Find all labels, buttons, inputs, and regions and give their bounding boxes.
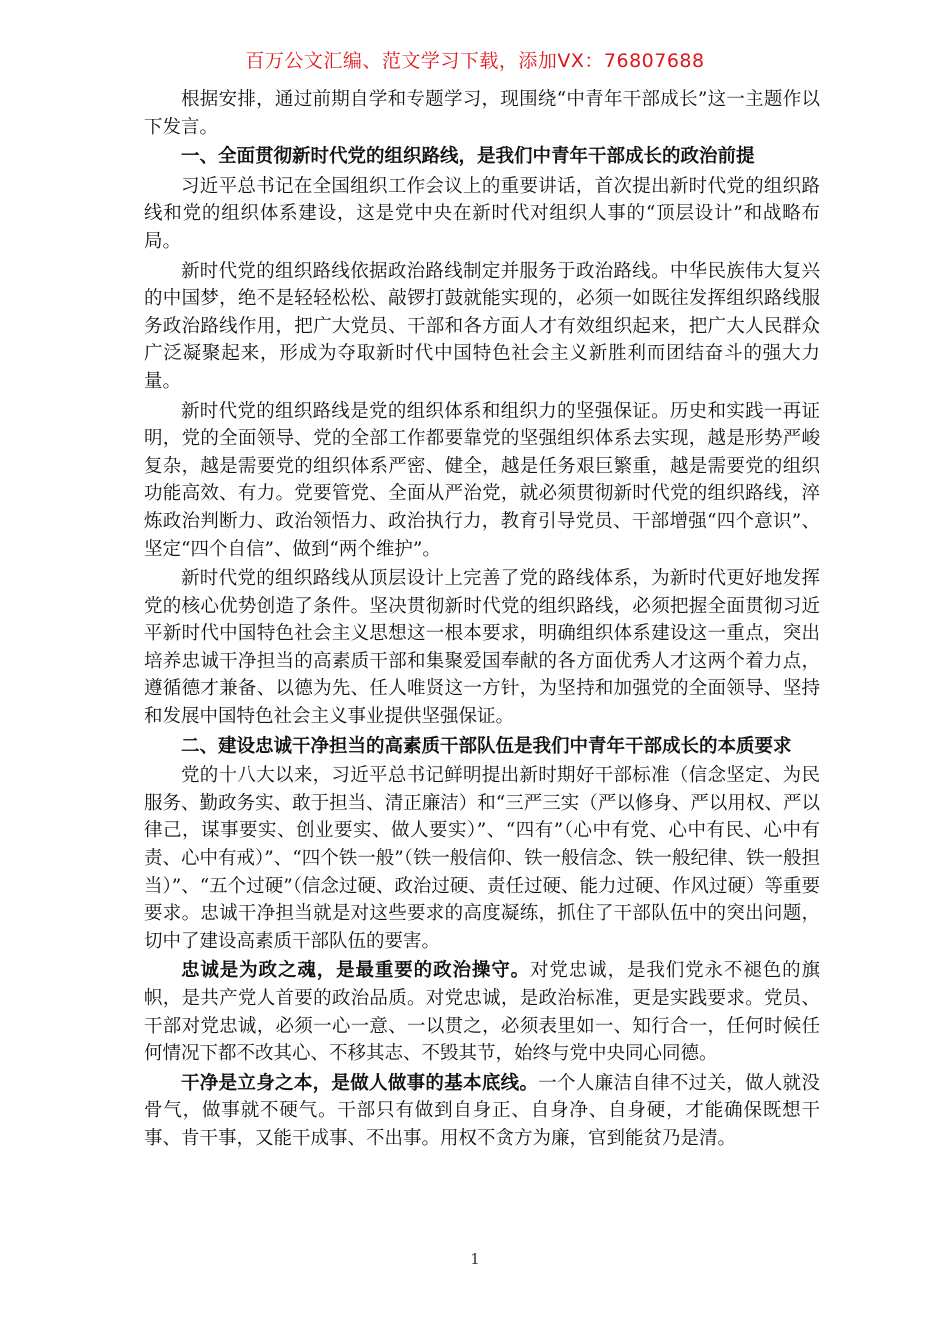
loyalty-paragraph: [144, 957, 820, 1067]
body-paragraph: 党的十八大以来，习近平总书记鲜明提出新时期好干部标准（信念坚定、为民服务、勤政务实、敢于担当、清正廉洁）和“三严三实（严以修身、严以用权、严以律己，谋事要实、创业要实、做人要实）”、“四有”（心中有党、心中有民、心中有责、心中有戒）”、“四个铁一般”（铁一般信仰、铁一般信念、铁一般纪律、铁一般担当）”、“五个过硬”（信念过硬、政治过硬、责任过硬、能力过硬、作风过硬）等重要要求。忠诚干净担当就是对这些要求的高度凝练，抓住了干部队伍中的突出问题，切中了建设高素质干部队伍的要害。: [144, 765, 820, 952]
body-paragraph: 新时代党的组织路线依据政治路线制定并服务于政治路线。中华民族伟大复兴的中国梦，绝不是轻轻松松、敲锣打鼓就能实现的，必须一如既往发挥组织路线服务政治路线作用，把广大党员、干部和各方面人才有效组织起来，把广大人民群众广泛凝聚起来，形成为夺取新时代中国特色社会主义新胜利而团结奋斗的强大力量。: [144, 260, 820, 392]
paragraph-lead: 干净是立身之本，是做人做事的基本底线。: [181, 1072, 539, 1094]
paragraph-text: 对党忠诚，是我们党永不褪色的旗帜，是共产党人首要的政治品质。对党忠诚，是政治标准，更是实践要求。党员、干部对党忠诚，必须一心一意、一以贯之，必须表里如一、知行合一，任何时候任何情况下都不改其心、不移其志、不毁其节，始终与党中央同心同德。: [144, 960, 820, 1065]
paragraph-text: 一个人廉洁自律不过关，做人就没骨气，做事就不硬气。干部只有做到自身正、自身净、自身硬，才能确保既想干事、肯干事，又能干成事、不出事。用权不贪方为廉，官到能贫乃是清。: [144, 1072, 820, 1149]
body-paragraph: 习近平总书记在全国组织工作会议上的重要讲话，首次提出新时代党的组织路线和党的组织体系建设，这是党中央在新时代对组织人事的“顶层设计”和战略布局。: [144, 175, 820, 252]
paragraph-lead: 忠诚是为政之魂，是最重要的政治操守。: [181, 960, 531, 982]
header-banner: 百万公文汇编、范文学习下载，添加VX：76807688: [245, 50, 705, 72]
page-number: 1: [470, 1250, 480, 1268]
section-heading-2: 二、建设忠诚干净担当的高素质干部队伍是我们中青年干部成长的本质要求: [181, 735, 792, 757]
document-body: [144, 86, 820, 1155]
body-paragraph: 新时代党的组织路线从顶层设计上完善了党的路线体系，为新时代更好地发挥党的核心优势创造了条件。坚决贯彻新时代党的组织路线，必须把握全面贯彻习近平新时代中国特色社会主义思想这一根本要求，明确组织体系建设这一重点，突出培养忠诚干净担当的高素质干部和集聚爱国奉献的各方面优秀人才这两个着力点，遵循德才兼备、以德为先、任人唯贤这一方针，为坚持和加强党的全面领导、坚持和发展中国特色社会主义事业提供坚强保证。: [144, 568, 820, 728]
integrity-paragraph: [144, 1070, 820, 1153]
intro-paragraph: 根据安排，通过前期自学和专题学习，现围绕“中青年干部成长”这一主题作以下发言。: [144, 89, 820, 138]
body-paragraph: 新时代党的组织路线是党的组织体系和组织力的坚强保证。历史和实践一再证明，党的全面领导、党的全部工作都要靠党的坚强组织体系去实现，越是形势严峻复杂，越是需要党的组织体系严密、健全，越是任务艰巨繁重，越是需要党的组织功能高效、有力。党要管党、全面从严治党，就必须贯彻新时代党的组织路线，淬炼政治判断力、政治领悟力、政治执行力，教育引导党员、干部增强“四个意识”、坚定“四个自信”、做到“两个维护”。: [144, 400, 820, 560]
section-heading-1: 一、全面贯彻新时代党的组织路线，是我们中青年干部成长的政治前提: [181, 146, 755, 168]
